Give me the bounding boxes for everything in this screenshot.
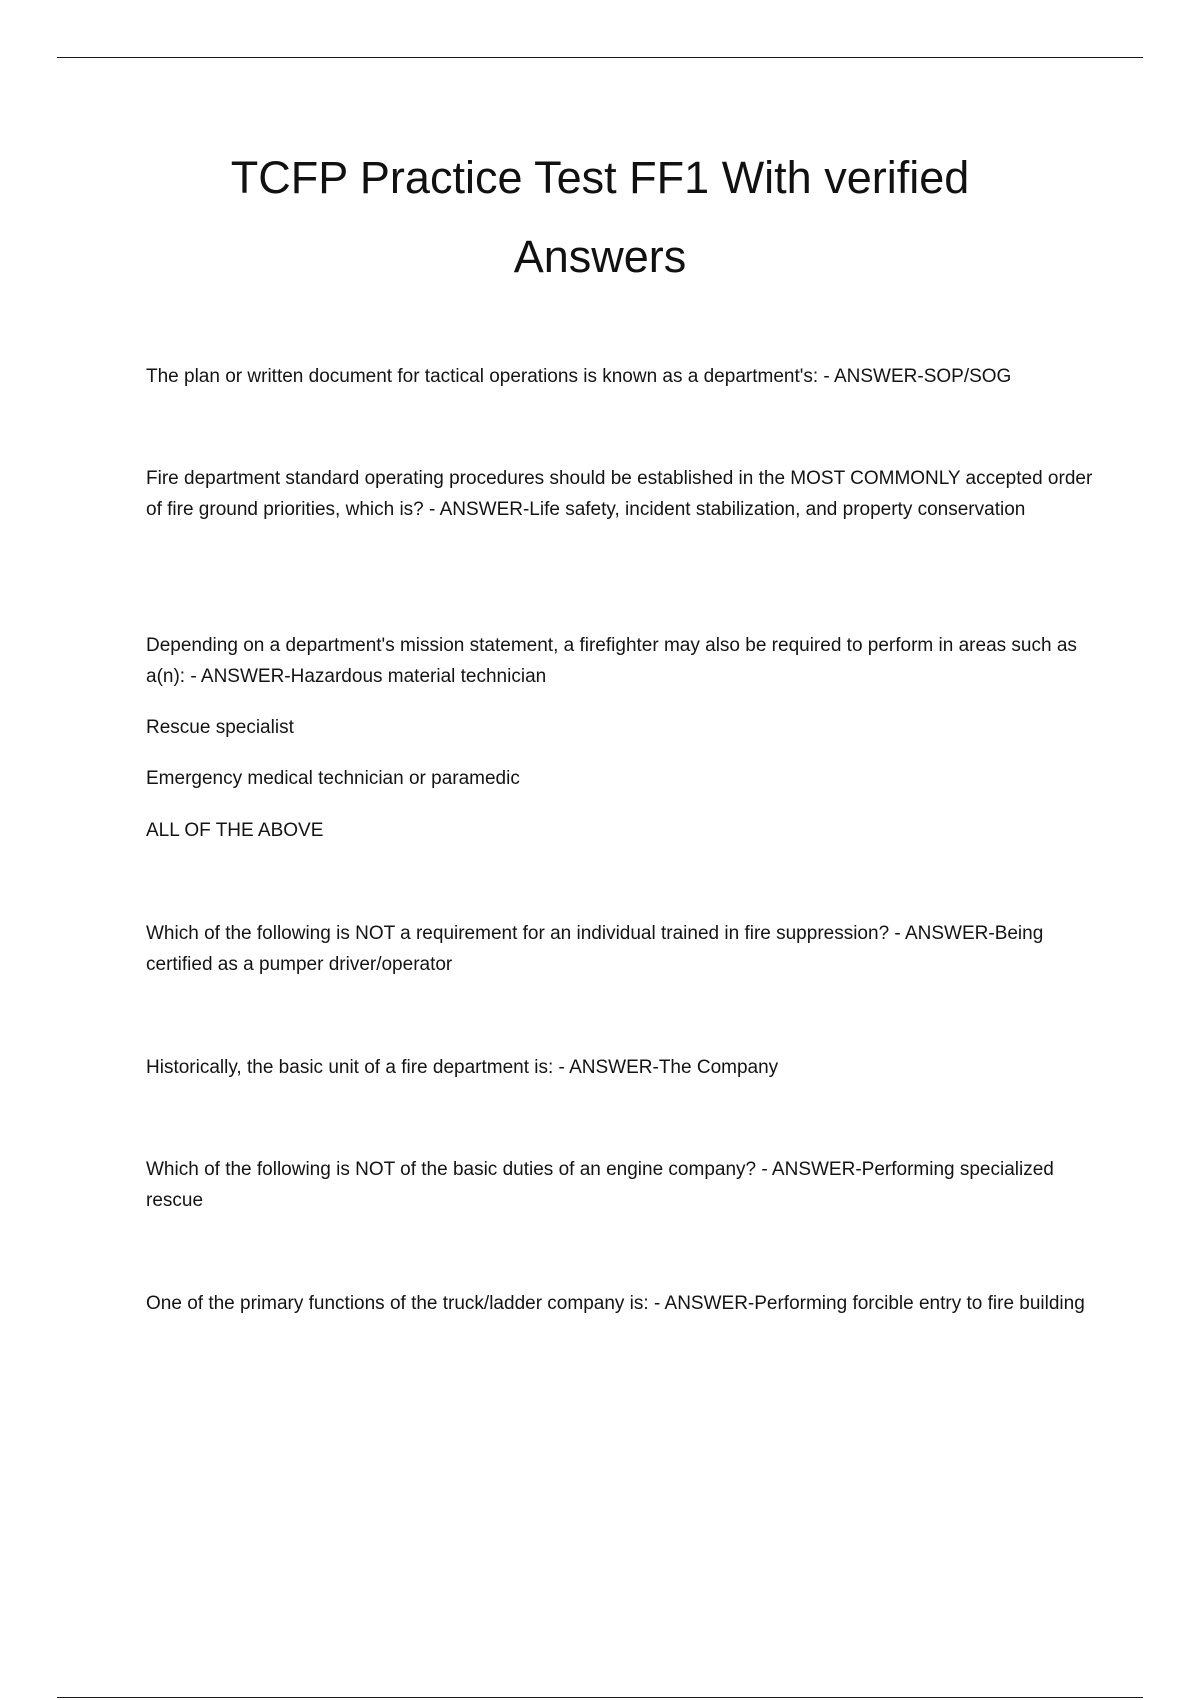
title-line-1: TCFP Practice Test FF1 With verified (230, 152, 970, 203)
page-title (0, 138, 1200, 296)
question-sop-sog: The plan or written document for tactical operations is known as a department's: - ANSWER-SOP/SOG (146, 366, 1012, 387)
bottom-rule (57, 1697, 1143, 1698)
top-rule (57, 57, 1143, 58)
question-fire-suppression: Which of the following is NOT a requirement for an individual trained in fire suppression? - ANSWER-Being certified as a pumper driver/operator (146, 923, 1044, 975)
question-fireground-priorities: Fire department standard operating procedures should be established in the MOST COMMONLY accepted order of fire ground priorities, which is? - ANSWER-Life safety, incident stabilization, and property conservation (146, 468, 1093, 520)
question-basic-unit: Historically, the basic unit of a fire department is: - ANSWER-The Company (146, 1057, 779, 1078)
question-mission-statement: Depending on a department's mission statement, a firefighter may also be required to perform in areas such as a(n): - ANSWER-Hazardous material technician (146, 635, 1077, 687)
answer-option-emt-paramedic: Emergency medical technician or paramedic (146, 768, 520, 789)
question-engine-company: Which of the following is NOT of the basic duties of an engine company? - ANSWER-Performing specialized rescue (146, 1159, 1054, 1211)
title-line-2: Answers (513, 231, 687, 282)
answer-option-all-of-the-above: ALL OF THE ABOVE (146, 820, 324, 841)
answer-option-rescue-specialist: Rescue specialist (146, 717, 294, 738)
question-truck-ladder-company: One of the primary functions of the truck/ladder company is: - ANSWER-Performing forcible entry to fire building (146, 1293, 1085, 1314)
